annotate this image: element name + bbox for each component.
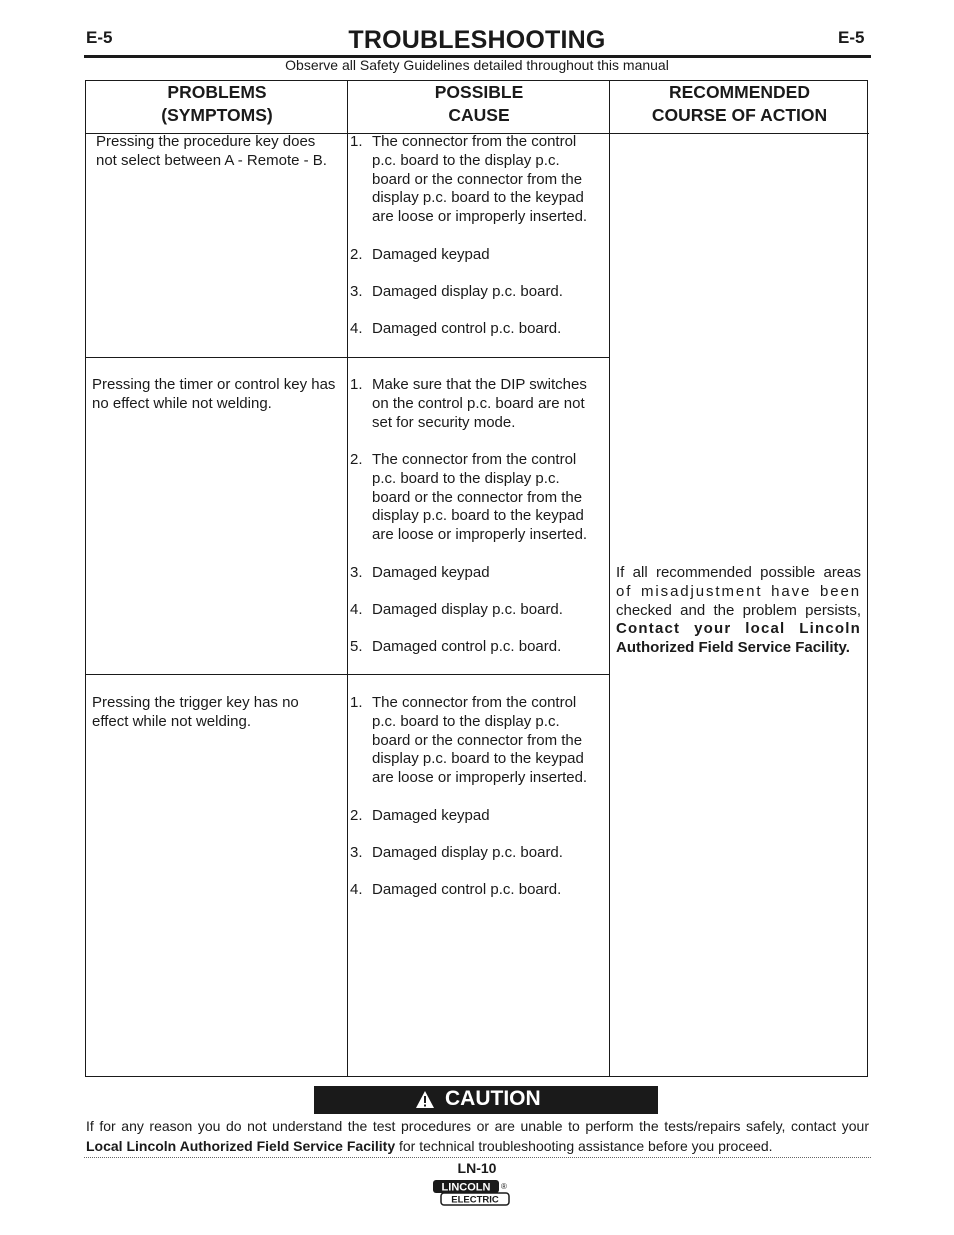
cause-line: Damaged keypad (372, 245, 490, 263)
problem-line: Pressing the trigger key has no (92, 694, 299, 711)
cause-item (350, 694, 608, 788)
cause-item (350, 564, 608, 583)
cause-line: Damaged keypad (372, 563, 490, 581)
header-problems-line1: PROBLEMS (167, 82, 267, 102)
header-action-line1: RECOMMENDED (669, 82, 810, 102)
action-cell (616, 564, 861, 658)
cause-number: 3. (350, 563, 363, 581)
cause-line: Damaged display p.c. board. (372, 600, 563, 618)
cause-line: The connector from the control (372, 694, 577, 711)
caution-text (86, 1117, 869, 1156)
problem-line: no effect while not welding. (92, 394, 272, 412)
action-line: If all recommended possible areas (616, 564, 861, 581)
cause-number: 4. (350, 600, 363, 618)
cause-line: The connector from the control (372, 450, 577, 468)
cause-line: Damaged control p.c. board. (372, 320, 562, 338)
cause-line: Damaged keypad (372, 806, 490, 824)
page-code-left: E-5 (86, 28, 113, 47)
page-title: TROUBLESHOOTING (348, 26, 606, 54)
caution-text-end: for technical troubleshooting assistance before you proceed. (395, 1137, 773, 1154)
header-action-line2: COURSE OF ACTION (651, 105, 828, 125)
cause-line: Damaged display p.c. board. (372, 843, 563, 861)
cause-item (350, 638, 608, 657)
header-cause (348, 81, 610, 127)
cause-line: board or the connector from the (372, 731, 583, 749)
cause-line: Make sure that the DIP switches (372, 376, 587, 393)
registered-mark: ® (501, 1182, 507, 1191)
header-problems (86, 81, 348, 127)
cause-line: display p.c. board to the keypad (372, 750, 584, 768)
caution-label: CAUTION (445, 1087, 541, 1110)
cause-line: are loose or improperly inserted. (372, 526, 588, 544)
problem-line: effect while not welding. (92, 712, 251, 730)
column-divider (609, 81, 610, 1076)
cause-cell (350, 133, 608, 358)
cause-number: 3. (350, 282, 363, 300)
cause-line: Damaged control p.c. board. (372, 881, 562, 899)
cause-number: 1. (350, 694, 363, 711)
cause-item (350, 376, 608, 432)
cause-item (350, 283, 608, 302)
cause-item (350, 246, 608, 265)
cause-line: Damaged display p.c. board. (372, 282, 563, 300)
problem-line: Pressing the procedure key does (96, 133, 316, 150)
cause-line: are loose or improperly inserted. (372, 208, 588, 226)
cause-line: board or the connector from the (372, 170, 583, 188)
cause-line: p.c. board to the display p.c. (372, 712, 560, 730)
cause-line: display p.c. board to the keypad (372, 507, 584, 525)
cause-line: display p.c. board to the keypad (372, 189, 584, 207)
footer-rule (84, 1157, 871, 1158)
logo-top-text: LINCOLN (441, 1181, 491, 1194)
warning-icon (415, 1090, 435, 1109)
cause-line: p.c. board to the display p.c. (372, 151, 560, 169)
problem-cell (92, 694, 348, 732)
lincoln-electric-logo (432, 1179, 512, 1214)
column-divider (347, 81, 348, 1076)
cause-number: 5. (350, 638, 363, 656)
cause-line: are loose or improperly inserted. (372, 769, 588, 787)
action-line: checked and the problem persists, (616, 601, 861, 619)
action-line-bold: Authorized Field Service Facility. (616, 639, 850, 657)
cause-number: 2. (350, 450, 363, 468)
problem-cell (92, 376, 348, 414)
cause-item (350, 133, 608, 227)
header-action (610, 81, 869, 127)
cause-number: 4. (350, 320, 363, 338)
caution-text-bold: Local Lincoln Authorized Field Service Facility (86, 1137, 396, 1154)
cause-number: 4. (350, 881, 363, 899)
caution-banner (314, 1086, 658, 1114)
safety-note: Observe all Safety Guidelines detailed throughout this manual (285, 57, 669, 73)
cause-line: on the control p.c. board are not (372, 394, 585, 412)
cause-item (350, 881, 608, 900)
cause-item (350, 601, 608, 620)
problem-cell (96, 133, 346, 171)
caution-text-start: If for any reason you do not understand the test procedures or are unable to perform the tests/repairs safely, contact your (86, 1118, 869, 1134)
action-line-bold: Contact your local Lincoln (616, 620, 861, 638)
cause-number: 1. (350, 133, 363, 150)
cause-line: set for security mode. (372, 413, 516, 431)
cause-cell (350, 376, 608, 676)
page-code-right: E-5 (838, 28, 865, 47)
cause-line: board or the connector from the (372, 488, 583, 506)
cause-item (350, 451, 608, 545)
troubleshooting-table (85, 80, 868, 1077)
cause-number: 3. (350, 843, 363, 861)
model-number: LN-10 (457, 1160, 497, 1176)
cause-line: The connector from the control (372, 133, 577, 150)
logo-bottom-text: ELECTRIC (451, 1194, 499, 1206)
cause-cell (350, 694, 608, 919)
cause-line: p.c. board to the display p.c. (372, 469, 560, 487)
problem-line: Pressing the timer or control key has (92, 376, 336, 393)
cause-number: 2. (350, 806, 363, 824)
problem-line: not select between A - Remote - B. (96, 151, 327, 169)
cause-number: 1. (350, 376, 363, 393)
header-cause-line2: CAUSE (448, 105, 510, 125)
cause-item (350, 320, 608, 339)
header-problems-line2: (SYMPTOMS) (161, 105, 273, 125)
cause-line: Damaged control p.c. board. (372, 638, 562, 656)
action-line: of misadjustment have been (616, 582, 861, 600)
cause-item (350, 844, 608, 863)
cause-item (350, 807, 608, 826)
header-cause-line1: POSSIBLE (434, 82, 524, 102)
cause-number: 2. (350, 245, 363, 263)
